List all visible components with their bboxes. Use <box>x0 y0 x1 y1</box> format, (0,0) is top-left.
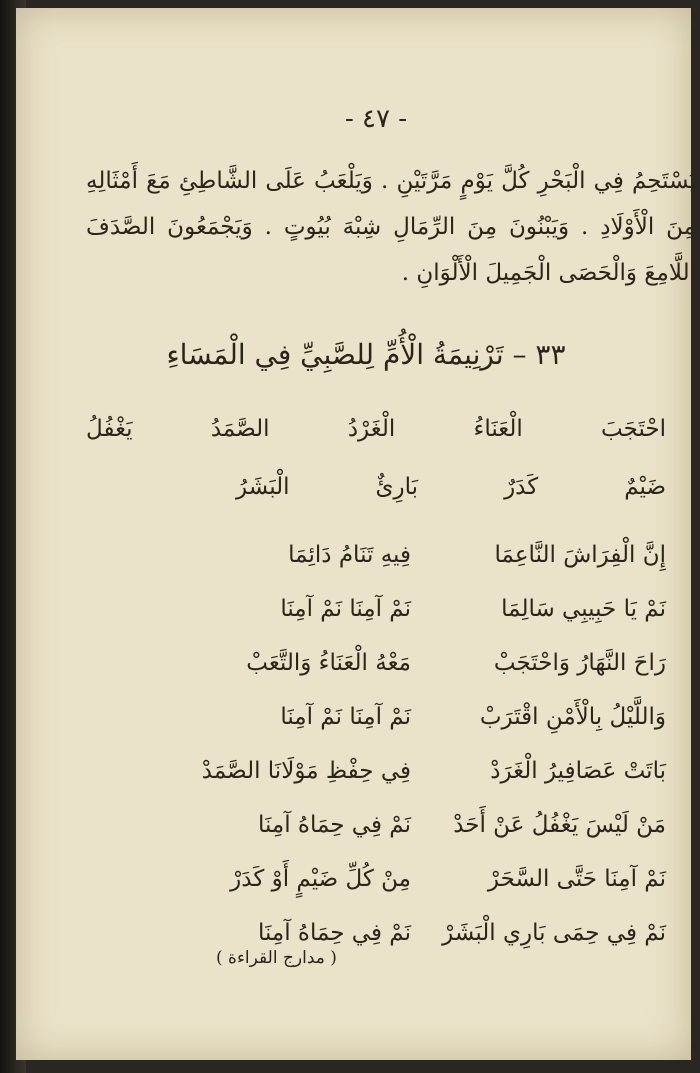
hemistich-second: فِيهِ تَنَامُ دَائِمَا <box>288 542 411 568</box>
hemistich-second: نَمْ آمِنَا نَمْ آمِنَا <box>280 596 411 622</box>
hemistich-first: مَنْ لَيْسَ يَغْفُلُ عَنْ أَحَدْ <box>453 812 666 838</box>
poem-couplet <box>176 744 666 798</box>
vocab-word: الصَّمَدُ <box>210 416 270 442</box>
vocab-word: ضَيْمٌ <box>624 474 666 500</box>
vocab-word: الْغَرْدُ <box>347 416 396 442</box>
poem-couplet <box>176 528 666 582</box>
hemistich-second: نَمْ آمِنَا نَمْ آمِنَا <box>280 704 411 730</box>
page-number: - ٤٧ - <box>344 104 408 134</box>
hemistich-first: نَمْ يَا حَبِيبِي سَالِمَا <box>501 596 666 622</box>
hemistich-first: وَاللَّيْلُ بِالْأَمْنِ اقْتَرَبْ <box>479 704 666 730</box>
poem-couplet <box>176 690 666 744</box>
poem-couplet <box>176 582 666 636</box>
hemistich-first: رَاحَ النَّهَارُ وَاحْتَجَبْ <box>493 650 666 676</box>
vocab-word: احْتَجَبَ <box>601 416 666 442</box>
hemistich-second: نَمْ فِي حِمَاهُ آمِنَا <box>257 812 411 838</box>
hemistich-first: بَاتَتْ عَصَافِيرُ الْغَرَدْ <box>490 758 666 784</box>
book-page <box>16 8 696 1060</box>
prose-paragraph: يَسْتَحِمُ فِي الْبَحْرِ كُلَّ يَوْمٍ مَرَّتَيْنِ . وَيَلْعَبُ عَلَى الشَّاطِئِ مَعَ أَمْثَالِهِ مِنَ الْأَوْلَادِ . وَيَبْنُونَ مِنَ الرِّمَالِ شِبْهَ بُيُوتٍ . وَيَجْمَعُونَ الصَّدَفَ اللَّامِعَ وَالْحَصَى الْجَمِيلَ الْأَلْوَانِ . <box>86 168 696 286</box>
hemistich-first: نَمْ آمِنَا حَتَّى السَّحَرْ <box>487 866 666 892</box>
vocab-word: كَدَرٌ <box>504 474 539 500</box>
hemistich-second: مَعْهُ الْعَنَاءُ وَالتَّعَبْ <box>246 650 411 676</box>
vocab-word: بَارِئٌ <box>375 474 419 500</box>
hemistich-first: نَمْ فِي حِمَى بَارِي الْبَشَرْ <box>442 920 666 946</box>
hemistich-first: إِنَّ الْفِرَاشَ النَّاعِمَا <box>494 542 666 568</box>
vocab-word: الْعَنَاءُ <box>473 416 523 442</box>
vocabulary-row-1 <box>86 416 666 442</box>
hemistich-second: فِي حِفْظِ مَوْلَانَا الصَّمَدْ <box>201 758 411 784</box>
poem <box>176 528 666 960</box>
vocab-word: الْبَشَرُ <box>236 474 290 500</box>
section-title: ٣٣ – تَرْنِيمَةُ الْأُمِّ لِلصَّبِيِّ فِي الْمَسَاءِ <box>166 338 566 371</box>
poem-couplet <box>176 636 666 690</box>
vocab-word: يَغْفُلُ <box>86 416 133 442</box>
hemistich-second: نَمْ فِي حِمَاهُ آمِنَا <box>257 920 411 946</box>
hemistich-second: مِنْ كُلِّ ضَيْمٍ أَوْ كَدَرْ <box>230 866 411 892</box>
vocabulary-row-2 <box>236 474 666 500</box>
poem-couplet <box>176 852 666 906</box>
poem-couplet <box>176 798 666 852</box>
source-citation: ( مدارج القراءة ) <box>216 948 337 968</box>
